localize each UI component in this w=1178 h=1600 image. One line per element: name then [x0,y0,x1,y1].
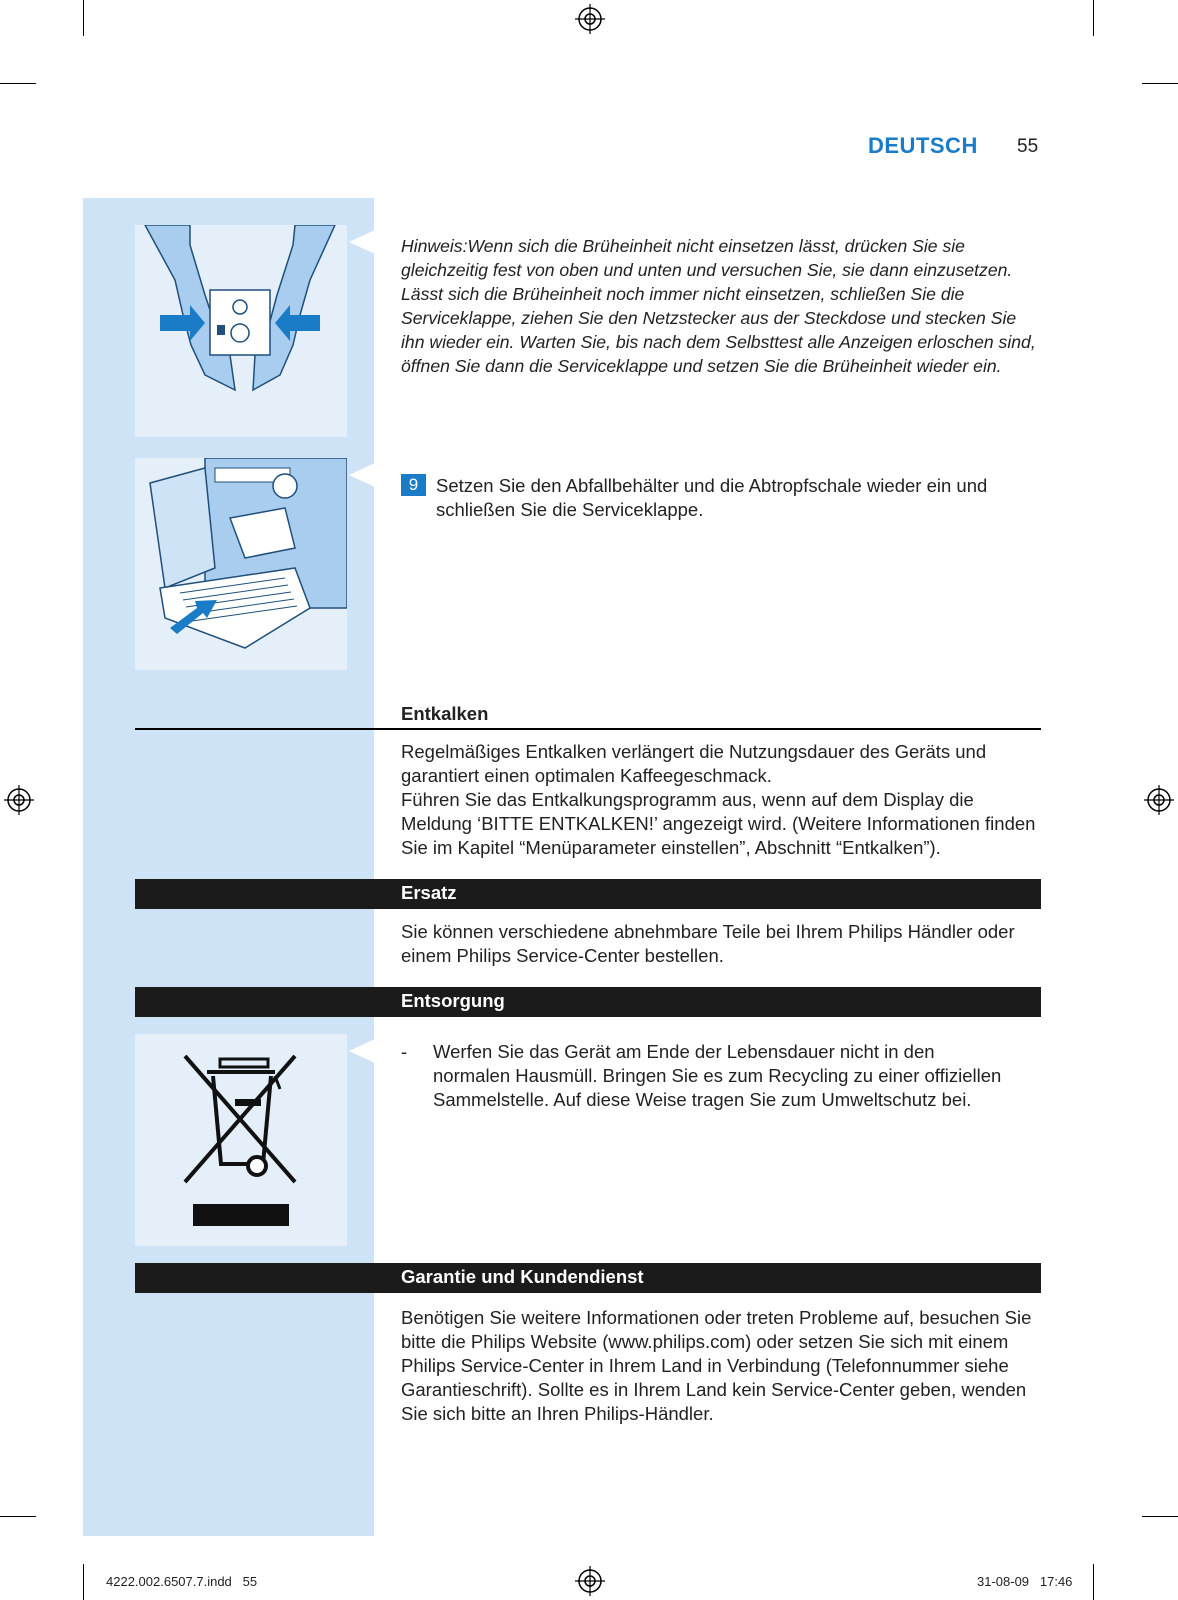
crop-mark [1093,0,1094,36]
sidebar-notch [349,463,375,487]
entkalken-paragraph-2: Führen Sie das Entkalkungsprogramm aus, wenn auf dem Display die Meldung ‘BITTE ENTKALKEN!’ angezeigt wird. (Weitere Informationen finden Sie im Kapitel “Menüparameter einstellen”, Abschnitt “Entkalken”). [401,789,1036,858]
note-label: Hinweis: [401,236,468,256]
garantie-paragraph [401,1306,1041,1426]
registration-mark-icon [575,4,605,34]
entsorgung-bullet-text: Werfen Sie das Gerät am Ende der Lebensdauer nicht in den normalen Hausmüll. Bringen Sie es zum Recycling zu einer offiziellen Sammelstelle. Auf diese Weise tragen Sie zum Umweltschutz bei. [433,1041,1002,1110]
registration-mark-icon [1144,785,1174,815]
coffee-machine-drip-tray-icon [135,458,347,670]
crop-mark [83,1564,84,1600]
garantie-text-before: Benötigen Sie weitere Informationen oder treten Probleme auf, besuchen Sie bitte die Philips Website ( [401,1307,1032,1352]
section-bar-garantie [135,1263,1041,1293]
illustration-brew-unit [135,225,347,437]
illustration-weee [135,1034,347,1246]
section-title-ersatz: Ersatz [401,882,457,903]
page-number: 55 [1017,136,1039,157]
illustration-drip-tray [135,458,347,670]
section-title-entsorgung: Entsorgung [401,990,505,1011]
crop-mark [0,83,36,84]
section-title-entkalken: Entkalken [401,703,489,724]
bullet-marker: - [401,1041,408,1062]
note-paragraph [401,234,1041,378]
footer-datetime: 31-08-09 17:46 [977,1574,1073,1589]
garantie-text-after: ) oder setzen Sie sich mit einem Philips Service-Center in Ihrem Land in Verbindung (Telefonnummer siehe Garantieschrift). Sollte es in Ihrem Land kein Service-Center geben, wenden Sie sich bitte an Ihren Philips-Händler. [401,1331,1027,1424]
entkalken-body [401,740,1041,860]
philips-website-link[interactable]: www.philips.com [608,1331,746,1352]
crossed-out-wheelie-bin-icon [135,1034,347,1246]
ersatz-paragraph: Sie können verschiedene abnehmbare Teile bei Ihrem Philips Händler oder einem Philips Service-Center bestellen. [401,921,1015,966]
crop-mark [1142,1516,1178,1517]
language-heading: DEUTSCH [868,133,978,158]
crop-mark [1142,83,1178,84]
section-divider [135,728,1041,730]
crop-mark [0,1516,36,1517]
section-bar-entsorgung [135,987,1041,1017]
sidebar-notch [349,230,375,254]
section-title-garantie: Garantie und Kundendienst [401,1266,644,1287]
hands-brew-unit-icon [135,225,347,437]
step-text: Setzen Sie den Abfallbehälter und die Abtropfschale wieder ein und schließen Sie die Serviceklappe. [436,475,988,520]
registration-mark-icon [575,1566,605,1596]
entkalken-paragraph-1: Regelmäßiges Entkalken verlängert die Nutzungsdauer des Geräts und garantiert einen optimalen Kaffeegeschmack. [401,741,987,786]
registration-mark-icon [4,785,34,815]
note-text: Wenn sich die Brüheinheit nicht einsetzen lässt, drücken Sie sie gleichzeitig fest von oben und unten und versuchen Sie, sie dann einzusetzen. Lässt sich die Brüheinheit noch immer nicht einsetzen, schließen Sie die Serviceklappe, ziehen Sie den Netzstecker aus der Steckdose und stecken Sie ihn wieder ein. Warten Sie, bis nach dem Selbsttest alle Anzeigen erloschen sind, öffnen Sie dann die Serviceklappe und setzen Sie die Brüheinheit wieder ein. [401,236,1036,376]
footer-file-info: 4222.002.6507.7.indd 55 [106,1574,258,1589]
crop-mark [83,0,84,36]
sidebar-notch [349,1039,375,1063]
section-bar-ersatz [135,879,1041,909]
crop-mark [1093,1564,1094,1600]
step-number-badge: 9 [401,474,426,496]
